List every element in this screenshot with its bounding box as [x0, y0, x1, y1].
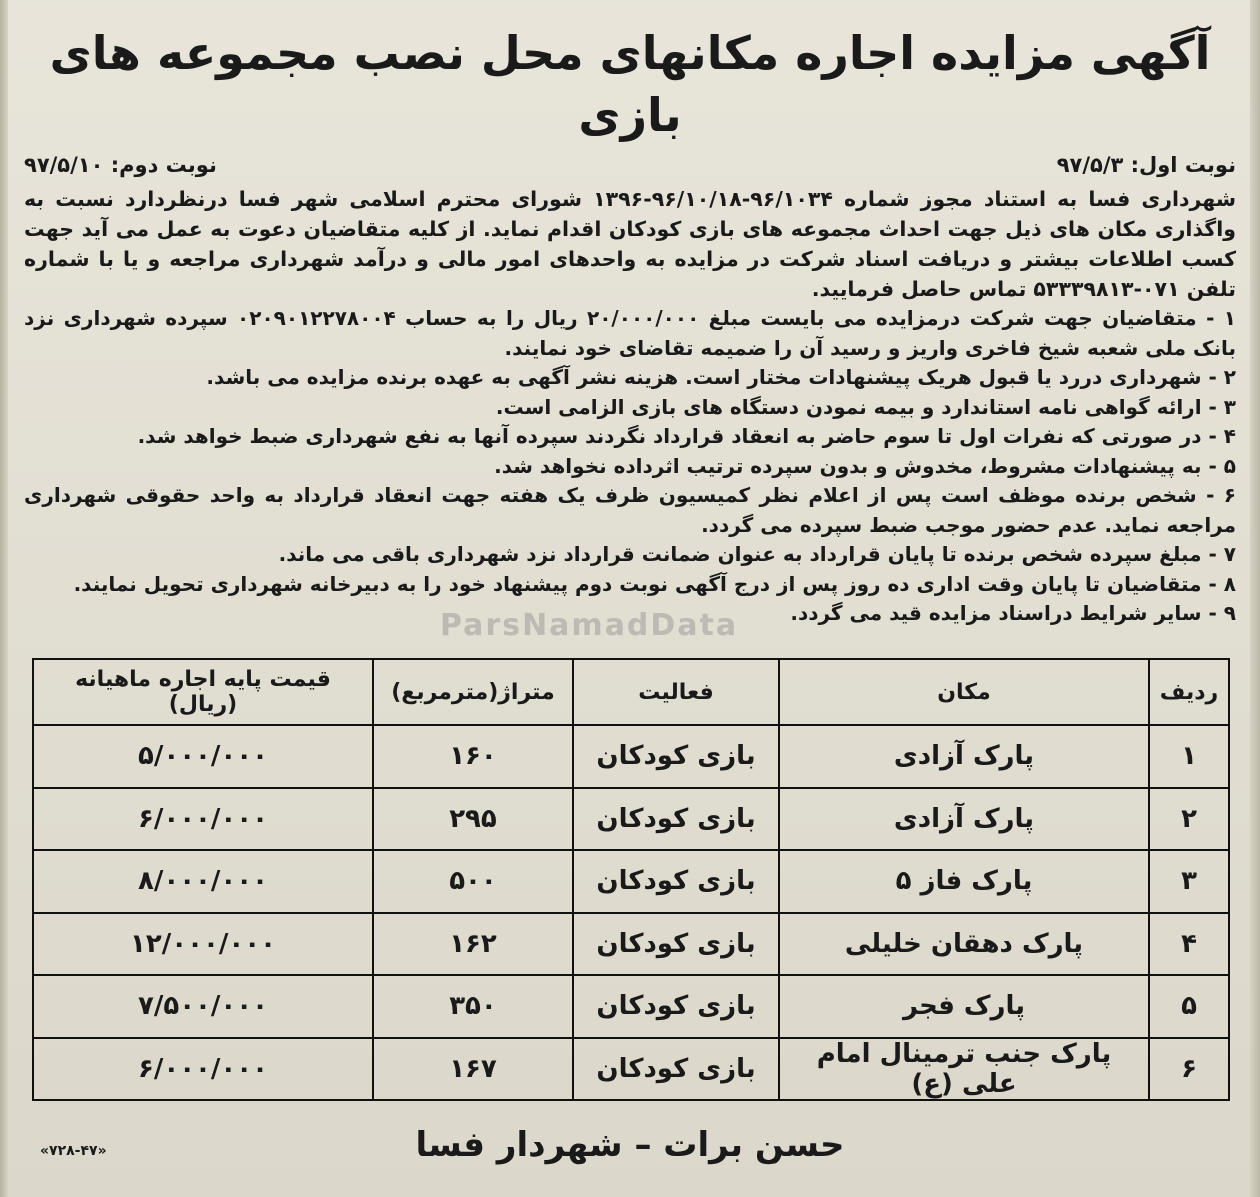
cell-row-number: ۱: [1149, 725, 1229, 788]
page-edge-left: [0, 0, 8, 1197]
cell-price: ۵/۰۰۰/۰۰۰: [33, 725, 373, 788]
cell-area: ۱۶۷: [373, 1038, 573, 1101]
cell-price: ۶/۰۰۰/۰۰۰: [33, 1038, 373, 1101]
page-edge-right: [1250, 0, 1260, 1197]
cell-row-number: ۴: [1149, 913, 1229, 976]
intro-paragraph: شهرداری فسا به استناد مجوز شماره ۹۶/۱۰۳۴-۹۶/۱۰/۱۸-۱۳۹۶ شورای محترم اسلامی شهر فسا درنظردارد نسبت به واگذاری مکان های ذیل جهت احداث مجموعه های بازی کودکان اقدام نماید. از کلیه متقاضیان دعوت به عمل می آید جهت کسب اطلاعات بیشتر و دریافت اسناد شرکت در مزایده به واحدهای امور مالی و درآمد شهرداری مراجعه و یا با شماره تلفن ۰۷۱-۵۳۳۳۹۸۱۳ تماس حاصل فرمایید.: [24, 187, 1236, 301]
signature: حسن برات – شهردار فسا: [415, 1125, 845, 1165]
cell-price: ۱۲/۰۰۰/۰۰۰: [33, 913, 373, 976]
cell-row-number: ۵: [1149, 975, 1229, 1038]
table-row: [33, 913, 1229, 976]
cell-row-number: ۲: [1149, 788, 1229, 851]
cell-row-number: ۳: [1149, 850, 1229, 913]
table-row: [33, 788, 1229, 851]
cell-activity: بازی کودکان: [573, 725, 779, 788]
notice-code: «۷۲۸-۴۷»: [40, 1143, 107, 1159]
condition-item: ۷ - مبلغ سپرده شخص برنده تا پایان قرارداد به عنوان ضمانت قرارداد نزد شهرداری باقی می ماند.: [278, 542, 1236, 566]
table-row: [33, 975, 1229, 1038]
notice-title: آگهی مزایده اجاره مکانهای محل نصب مجموعه های بازی: [49, 26, 1211, 142]
cell-price: ۷/۵۰۰/۰۰۰: [33, 975, 373, 1038]
watermark: ParsNamadData: [440, 608, 739, 643]
cell-location: پارک جنب ترمینال امام علی (ع): [779, 1038, 1149, 1101]
cell-area: ۱۶۲: [373, 913, 573, 976]
auction-table-wrapper: [32, 658, 1228, 1101]
header-row-number: ردیف: [1149, 659, 1229, 725]
header-location: مکان: [779, 659, 1149, 725]
table-header-row: [33, 659, 1229, 725]
cell-area: ۲۹۵: [373, 788, 573, 851]
condition-item: ۴ - در صورتی که نفرات اول تا سوم حاضر به انعقاد قرارداد نگردند سپرده آنها به نفع شهرداری ضبط خواهد شد.: [137, 424, 1236, 448]
condition-item: ۲ - شهرداری دررد یا قبول هریک پیشنهادات مختار است. هزینه نشر آگهی به عهده برنده مزایده می باشد.: [206, 365, 1236, 389]
condition-item: ۳ - ارائه گواهی نامه استاندارد و بیمه نمودن دستگاه های بازی الزامی است.: [495, 394, 1236, 419]
first-round-date: نوبت اول: ۹۷/۵/۳: [1056, 153, 1236, 177]
conditions-list: [18, 304, 1242, 629]
header-activity: فعالیت: [573, 659, 779, 725]
cell-price: ۶/۰۰۰/۰۰۰: [33, 788, 373, 851]
header-price: قیمت پایه اجاره ماهیانه (ریال): [33, 659, 373, 725]
condition-item: ۸ - متقاضیان تا پایان وقت اداری ده روز پس از درج آگهی نوبت دوم پیشنهاد خود را به دبیرخانه شهرداری تحویل نمایند.: [73, 571, 1236, 596]
cell-location: پارک فجر: [779, 975, 1149, 1038]
cell-area: ۱۶۰: [373, 725, 573, 788]
cell-price: ۸/۰۰۰/۰۰۰: [33, 850, 373, 913]
condition-item: ۱ - متقاضیان جهت شرکت درمزایده می بایست مبلغ ۲۰/۰۰۰/۰۰۰ ریال را به حساب ۰۲۰۹۰۱۲۲۷۸۰۰۴ سپرده شهرداری نزد بانک ملی شعبه شیخ فاخری واریز و رسید آن را ضمیمه تقاضای خود نمایند.: [24, 306, 1236, 360]
round-dates: [18, 150, 1242, 180]
cell-activity: بازی کودکان: [573, 913, 779, 976]
cell-area: ۳۵۰: [373, 975, 573, 1038]
cell-activity: بازی کودکان: [573, 1038, 779, 1101]
cell-location: پارک آزادی: [779, 788, 1149, 851]
cell-location: پارک فاز ۵: [779, 850, 1149, 913]
cell-location: پارک آزادی: [779, 725, 1149, 788]
condition-item: ۵ - به پیشنهادات مشروط، مخدوش و بدون سپرده ترتیب اثرداده نخواهد شد.: [494, 453, 1236, 478]
cell-row-number: ۶: [1149, 1038, 1229, 1101]
auction-table: [32, 658, 1230, 1101]
second-round-date: نوبت دوم: ۹۷/۵/۱۰: [24, 153, 217, 177]
cell-activity: بازی کودکان: [573, 975, 779, 1038]
condition-item: ۹ - سایر شرایط دراسناد مزایده قید می گردد.: [790, 601, 1236, 625]
table-row: [33, 1038, 1229, 1101]
table-row: [33, 850, 1229, 913]
cell-area: ۵۰۰: [373, 850, 573, 913]
table-row: [33, 725, 1229, 788]
condition-item: ۶ - شخص برنده موظف است پس از اعلام نظر کمیسیون ظرف یک هفته جهت انعقاد قرارداد به واحد حقوقی شهرداری مراجعه نماید. عدم حضور موجب ضبط سپرده می گردد.: [24, 483, 1236, 537]
cell-location: پارک دهقان خلیلی: [779, 913, 1149, 976]
cell-activity: بازی کودکان: [573, 788, 779, 851]
header-area: متراژ(مترمربع): [373, 659, 573, 725]
cell-activity: بازی کودکان: [573, 850, 779, 913]
